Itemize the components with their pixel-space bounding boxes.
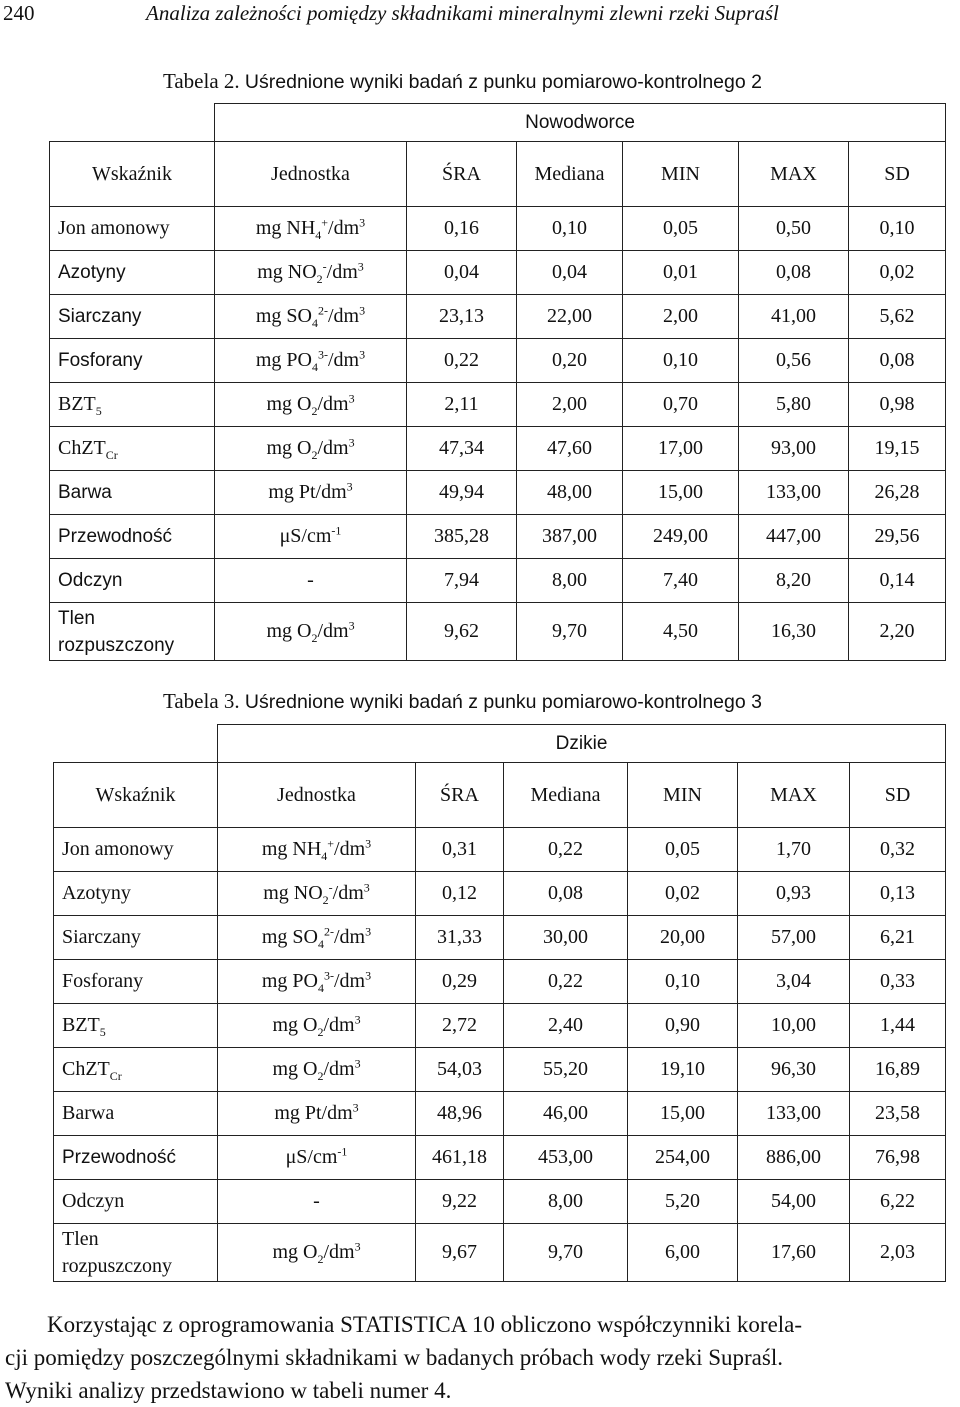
indicator: Siarczany: [54, 916, 218, 960]
unit: mg $NH_4^+/dm^3$: [215, 207, 407, 251]
table3-caption-text: Uśrednione wyniki badań z punku pomiarowo-kontrolnego 3: [244, 691, 762, 713]
col-header-unit: Jednostka: [215, 142, 407, 207]
paragraph-line: cji pomiędzy poszczególnymi składnikami w badanych próbach wody rzeki Supraśl.: [5, 1345, 783, 1370]
cell: 0,08: [849, 339, 946, 383]
unit: -: [218, 1180, 416, 1224]
cell: 7,94: [407, 559, 517, 603]
col-header-sd: SD: [850, 763, 946, 828]
cell: 0,02: [628, 872, 738, 916]
cell: 254,00: [628, 1136, 738, 1180]
col-header-mean: ŚRA: [407, 142, 517, 207]
col-header-min: MIN: [623, 142, 739, 207]
col-header-median: Mediana: [504, 763, 628, 828]
col-header-mean: ŚRA: [416, 763, 504, 828]
cell: 0,08: [739, 251, 849, 295]
table-row: [50, 207, 946, 251]
cell: 385,28: [407, 515, 517, 559]
indicator: Jon amonowy: [50, 207, 215, 251]
cell: 8,00: [504, 1180, 628, 1224]
cell: 2,00: [623, 295, 739, 339]
body-paragraph: [5, 1308, 957, 1407]
cell: 9,70: [504, 1224, 628, 1282]
cell: 0,20: [517, 339, 623, 383]
running-header: [0, 0, 960, 34]
table2-site: Nowodworce: [215, 104, 946, 142]
table2-caption: [163, 68, 762, 95]
cell: 461,18: [416, 1136, 504, 1180]
cell: 249,00: [623, 515, 739, 559]
indicator: Fosforany: [50, 339, 215, 383]
table3-header-row: [54, 763, 946, 828]
unit: mg $Pt/dm^3$: [215, 471, 407, 515]
cell: 9,62: [407, 603, 517, 661]
table-row: [50, 339, 946, 383]
cell: 20,00: [628, 916, 738, 960]
cell: 6,21: [850, 916, 946, 960]
cell: 46,00: [504, 1092, 628, 1136]
cell: 0,10: [623, 339, 739, 383]
unit: mg $SO_4^{2-}/dm^3$: [215, 295, 407, 339]
cell: 0,70: [623, 383, 739, 427]
cell: 0,22: [407, 339, 517, 383]
indicator: Tlen rozpuszczony: [54, 1224, 218, 1282]
table-row: [50, 515, 946, 559]
cell: 2,00: [517, 383, 623, 427]
cell: 1,44: [850, 1004, 946, 1048]
cell: 0,05: [628, 828, 738, 872]
table-row: [50, 471, 946, 515]
cell: 447,00: [739, 515, 849, 559]
cell: 9,22: [416, 1180, 504, 1224]
table-row: [54, 1136, 946, 1180]
table-row: [50, 427, 946, 471]
indicator: Barwa: [50, 471, 215, 515]
cell: 0,04: [517, 251, 623, 295]
table2-label: Tabela 2.: [163, 69, 240, 93]
unit: $\mu S/cm^{-1}$: [215, 515, 407, 559]
cell: 5,80: [739, 383, 849, 427]
cell: 57,00: [738, 916, 850, 960]
cell: 0,02: [849, 251, 946, 295]
cell: 0,08: [504, 872, 628, 916]
table2-header-row: [50, 142, 946, 207]
cell: 47,34: [407, 427, 517, 471]
indicator: Odczyn: [54, 1180, 218, 1224]
cell: 55,20: [504, 1048, 628, 1092]
indicator: ChZT$_{Cr}$: [50, 427, 215, 471]
page-number: 240: [3, 1, 35, 25]
unit: -: [215, 559, 407, 603]
cell: 6,00: [628, 1224, 738, 1282]
cell: 8,20: [739, 559, 849, 603]
cell: 0,50: [739, 207, 849, 251]
cell: 2,40: [504, 1004, 628, 1048]
table-row: [54, 960, 946, 1004]
cell: 0,31: [416, 828, 504, 872]
col-header-max: MAX: [739, 142, 849, 207]
table-row: [54, 1048, 946, 1092]
cell: 17,60: [738, 1224, 850, 1282]
cell: 30,00: [504, 916, 628, 960]
table-row: [50, 559, 946, 603]
indicator: Barwa: [54, 1092, 218, 1136]
cell: 76,98: [850, 1136, 946, 1180]
cell: 6,22: [850, 1180, 946, 1224]
indicator: Przewodność: [50, 515, 215, 559]
cell: 0,32: [850, 828, 946, 872]
table-row: [54, 916, 946, 960]
cell: 2,03: [850, 1224, 946, 1282]
unit: mg $NO_2^-/dm^3$: [215, 251, 407, 295]
cell: 19,15: [849, 427, 946, 471]
indicator: Fosforany: [54, 960, 218, 1004]
cell: 16,30: [739, 603, 849, 661]
cell: 0,16: [407, 207, 517, 251]
cell: 0,10: [517, 207, 623, 251]
cell: 26,28: [849, 471, 946, 515]
cell: 10,00: [738, 1004, 850, 1048]
cell: 2,11: [407, 383, 517, 427]
cell: 96,30: [738, 1048, 850, 1092]
cell: 54,00: [738, 1180, 850, 1224]
indicator: Przewodność: [54, 1136, 218, 1180]
cell: 5,62: [849, 295, 946, 339]
col-header-min: MIN: [628, 763, 738, 828]
table-row: [50, 603, 946, 661]
cell: 49,94: [407, 471, 517, 515]
indicator: ChZT$_{Cr}$: [54, 1048, 218, 1092]
table3-label: Tabela 3.: [163, 689, 240, 713]
cell: 48,96: [416, 1092, 504, 1136]
table3-site: Dzikie: [218, 725, 946, 763]
table2-caption-text: Uśrednione wyniki badań z punku pomiarowo-kontrolnego 2: [244, 71, 762, 93]
indicator: Azotyny: [50, 251, 215, 295]
cell: 48,00: [517, 471, 623, 515]
cell: 9,67: [416, 1224, 504, 1282]
table2: [49, 103, 946, 661]
cell: 31,33: [416, 916, 504, 960]
cell: 93,00: [739, 427, 849, 471]
unit: mg $NH_4^+/dm^3$: [218, 828, 416, 872]
table-row: [54, 1224, 946, 1282]
cell: 19,10: [628, 1048, 738, 1092]
indicator: Odczyn: [50, 559, 215, 603]
cell: 0,22: [504, 828, 628, 872]
unit: mg $O_2/dm^3$: [215, 427, 407, 471]
paragraph-line: Wyniki analizy przedstawiono w tabeli numer 4.: [5, 1378, 452, 1403]
indicator: Siarczany: [50, 295, 215, 339]
cell: 0,33: [850, 960, 946, 1004]
table3-caption: [163, 688, 762, 715]
table-row: [54, 872, 946, 916]
cell: 17,00: [623, 427, 739, 471]
cell: 0,12: [416, 872, 504, 916]
cell: 0,13: [850, 872, 946, 916]
cell: 54,03: [416, 1048, 504, 1092]
cell: 133,00: [738, 1092, 850, 1136]
table-row: [54, 1092, 946, 1136]
col-header-median: Mediana: [517, 142, 623, 207]
cell: 47,60: [517, 427, 623, 471]
table3: [53, 724, 946, 1282]
cell: 9,70: [517, 603, 623, 661]
cell: 2,20: [849, 603, 946, 661]
cell: 0,98: [849, 383, 946, 427]
cell: 133,00: [739, 471, 849, 515]
col-header-sd: SD: [849, 142, 946, 207]
cell: 0,90: [628, 1004, 738, 1048]
cell: 0,04: [407, 251, 517, 295]
cell: 0,22: [504, 960, 628, 1004]
cell: 16,89: [850, 1048, 946, 1092]
cell: 4,50: [623, 603, 739, 661]
cell: 387,00: [517, 515, 623, 559]
cell: 2,72: [416, 1004, 504, 1048]
col-header-indicator: Wskaźnik: [54, 763, 218, 828]
paragraph-line: Korzystając z oprogramowania STATISTICA 10 obliczono współczynniki korela-: [47, 1312, 803, 1337]
cell: 22,00: [517, 295, 623, 339]
cell: 1,70: [738, 828, 850, 872]
col-header-unit: Jednostka: [218, 763, 416, 828]
cell: 0,56: [739, 339, 849, 383]
unit: mg $O_2/dm^3$: [218, 1224, 416, 1282]
cell: 453,00: [504, 1136, 628, 1180]
table-row: [50, 295, 946, 339]
cell: 0,14: [849, 559, 946, 603]
table-row: [54, 1004, 946, 1048]
unit: mg $O_2/dm^3$: [218, 1048, 416, 1092]
indicator: Jon amonowy: [54, 828, 218, 872]
table-row: [50, 251, 946, 295]
running-title: Analiza zależności pomiędzy składnikami mineralnymi zlewni rzeki Supraśl: [146, 1, 779, 25]
cell: 5,20: [628, 1180, 738, 1224]
unit: mg $O_2/dm^3$: [215, 383, 407, 427]
table-row: [54, 1180, 946, 1224]
unit: mg $SO_4^{2-}/dm^3$: [218, 916, 416, 960]
cell: 23,13: [407, 295, 517, 339]
col-header-max: MAX: [738, 763, 850, 828]
col-header-indicator: Wskaźnik: [50, 142, 215, 207]
cell: 0,05: [623, 207, 739, 251]
cell: 29,56: [849, 515, 946, 559]
unit: mg $Pt/dm^3$: [218, 1092, 416, 1136]
unit: mg $O_2/dm^3$: [215, 603, 407, 661]
indicator: Azotyny: [54, 872, 218, 916]
cell: 886,00: [738, 1136, 850, 1180]
cell: 0,10: [628, 960, 738, 1004]
cell: 3,04: [738, 960, 850, 1004]
unit: mg $PO_4^{3-}/dm^3$: [218, 960, 416, 1004]
table-row: [50, 383, 946, 427]
cell: 0,10: [849, 207, 946, 251]
cell: 0,29: [416, 960, 504, 1004]
cell: 41,00: [739, 295, 849, 339]
cell: 23,58: [850, 1092, 946, 1136]
table-row: [54, 828, 946, 872]
indicator: $BZT_5$: [50, 383, 215, 427]
unit: mg $PO_4^{3-}/dm^3$: [215, 339, 407, 383]
cell: 8,00: [517, 559, 623, 603]
indicator: Tlen rozpuszczony: [50, 603, 215, 661]
cell: 0,93: [738, 872, 850, 916]
cell: 15,00: [623, 471, 739, 515]
unit: $\mu S/cm^{-1}$: [218, 1136, 416, 1180]
unit: mg $NO_2^-/dm^3$: [218, 872, 416, 916]
cell: 0,01: [623, 251, 739, 295]
cell: 7,40: [623, 559, 739, 603]
unit: mg $O_2/dm^3$: [218, 1004, 416, 1048]
indicator: $BZT_5$: [54, 1004, 218, 1048]
cell: 15,00: [628, 1092, 738, 1136]
